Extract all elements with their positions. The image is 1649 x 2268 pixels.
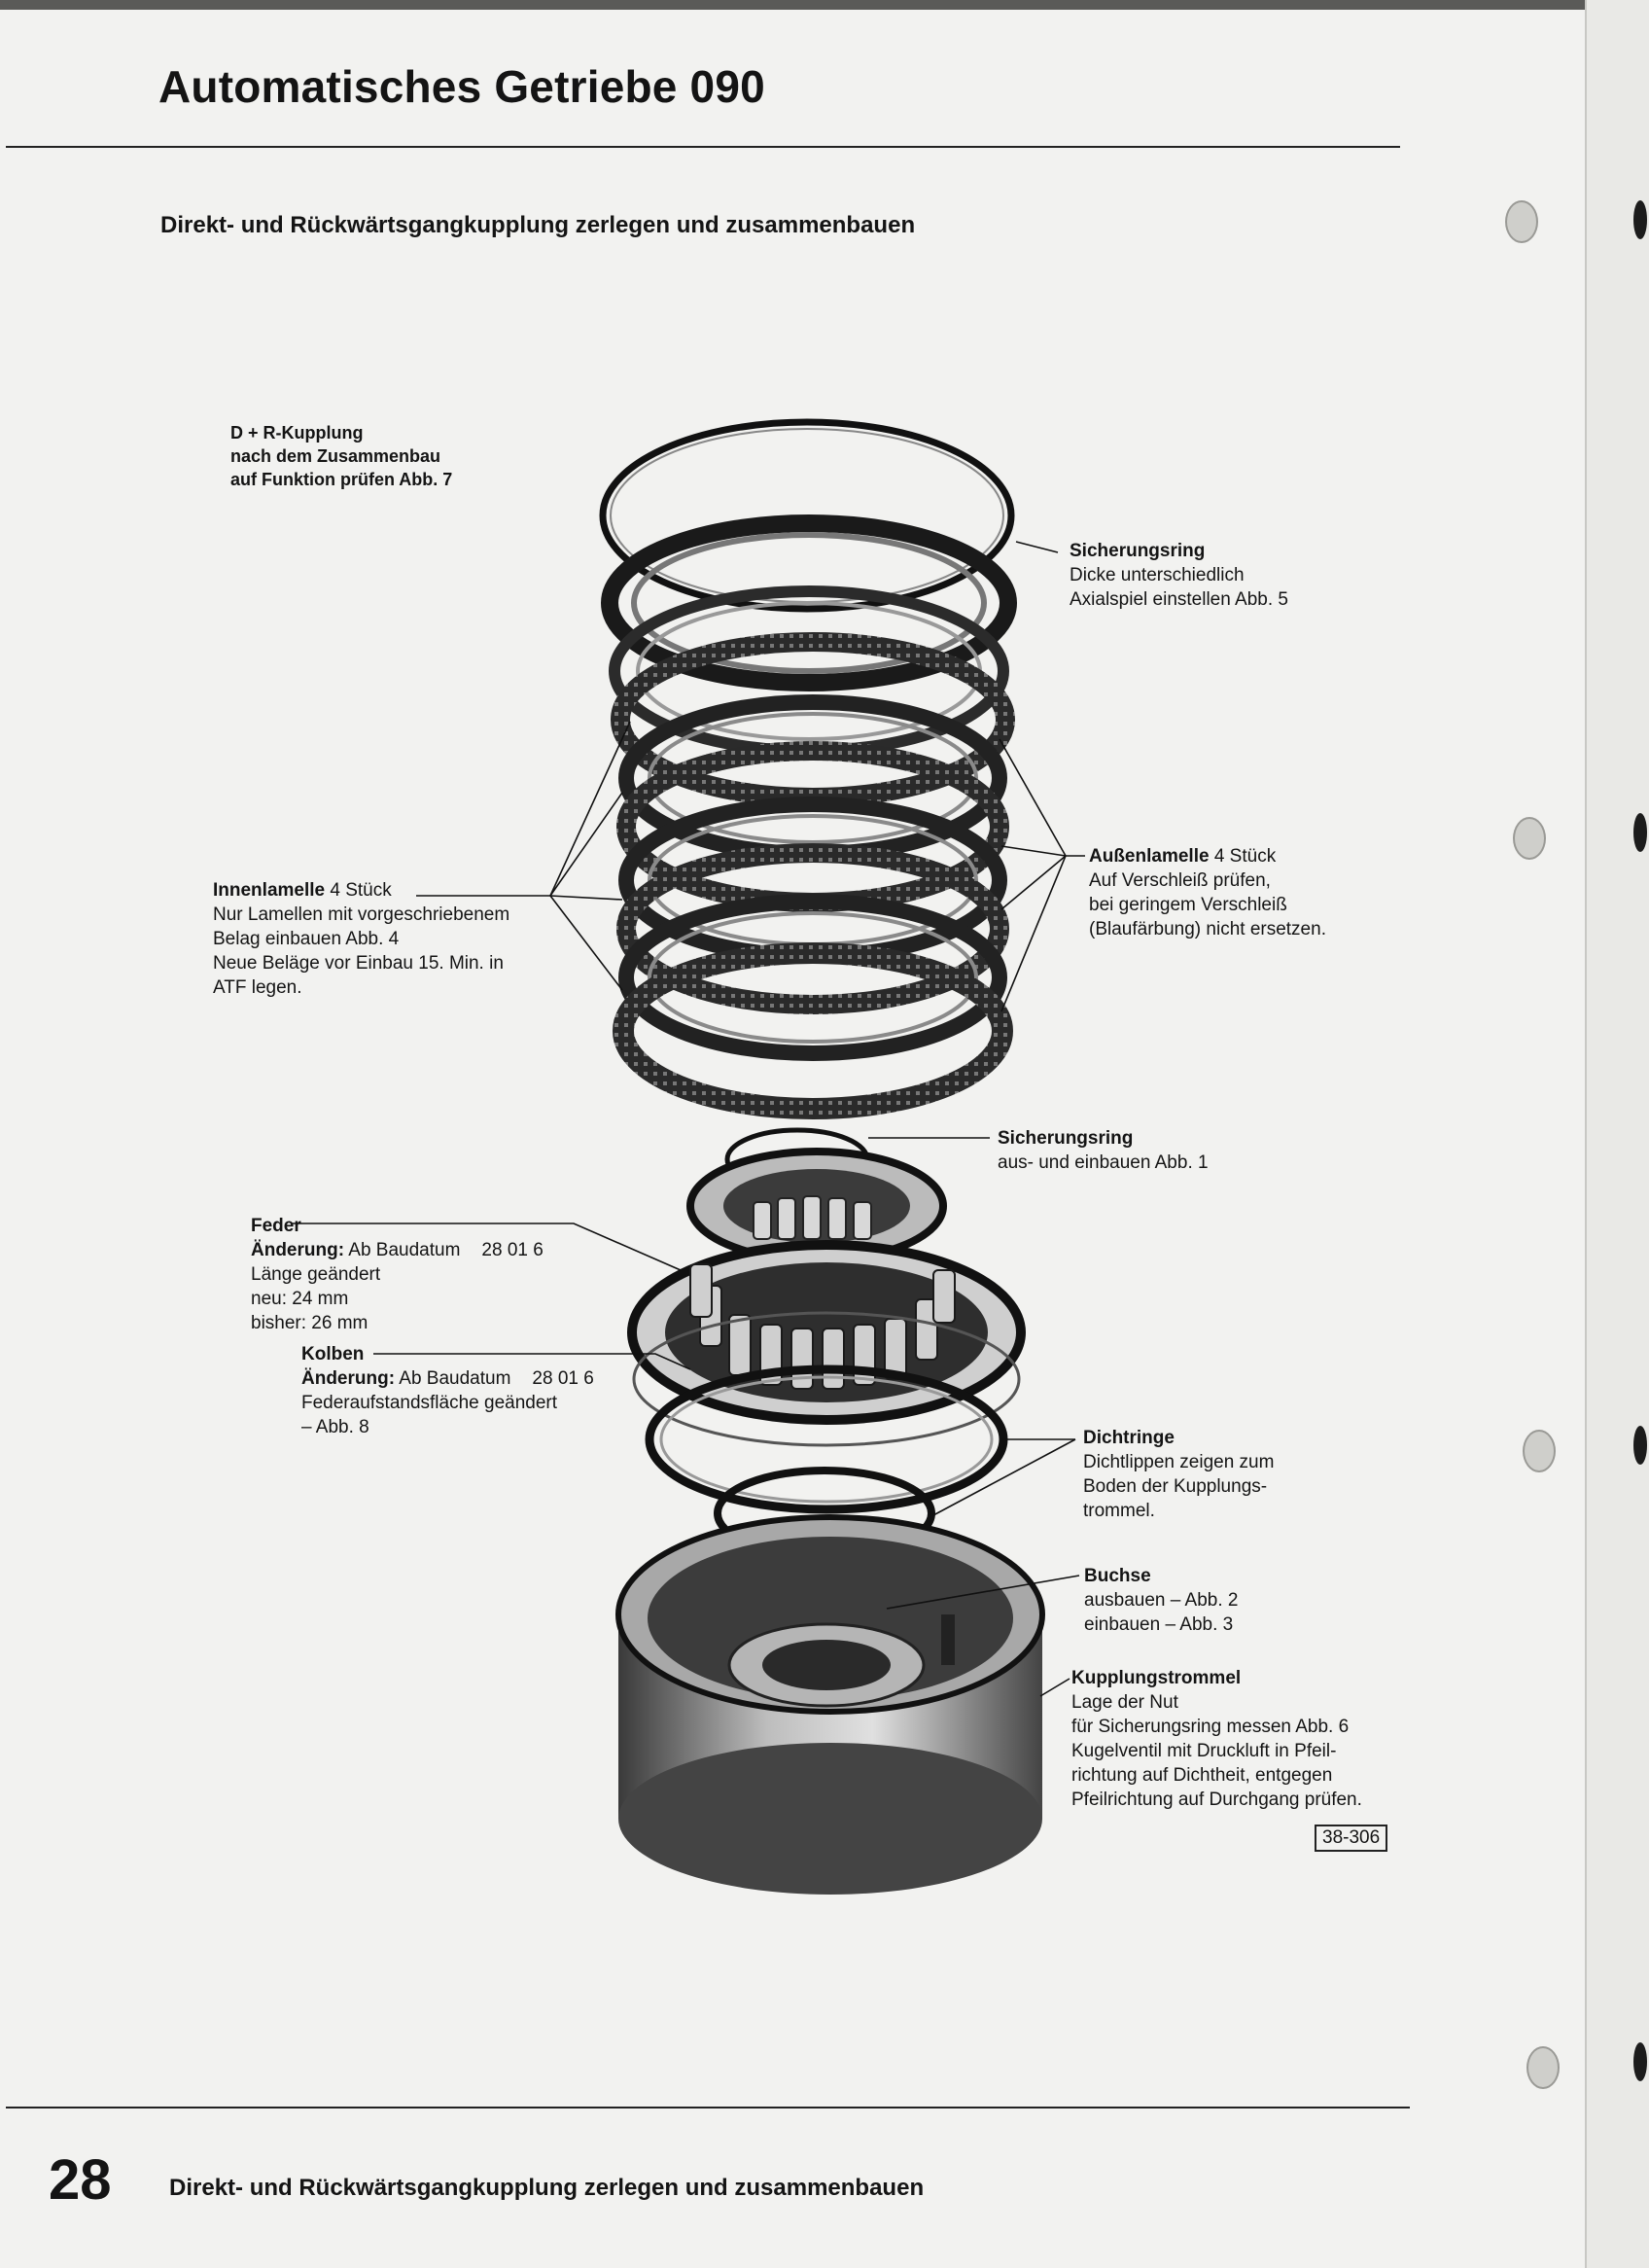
innenlamelle-line-2: Belag einbauen Abb. 4 [213, 929, 400, 949]
dr-kupplung-line-2: nach dem Zusammenbau [230, 446, 441, 466]
page-number: 28 [49, 2148, 112, 2212]
label-kolben [301, 1342, 594, 1439]
kupplungstrommel-line-2: für Sicherungsring messen Abb. 6 [1071, 1717, 1350, 1737]
innenlamelle-line-1: Nur Lamellen mit vorgeschriebenem [213, 904, 510, 925]
kolben-line-2: – Abb. 8 [301, 1417, 369, 1437]
aussenlamelle-title: Außenlamelle [1089, 846, 1210, 867]
kupplungstrommel-title: Kupplungstrommel [1071, 1668, 1242, 1688]
kolben-change-text: Ab Baudatum [395, 1368, 511, 1389]
dr-kupplung-line-1: D + R-Kupplung [230, 423, 364, 443]
feder-line-1: Länge geändert [251, 1264, 381, 1285]
kupplungstrommel-line-1: Lage der Nut [1071, 1692, 1178, 1713]
buchse-title: Buchse [1084, 1566, 1151, 1586]
aussenlamelle-count: 4 Stück [1209, 846, 1277, 867]
label-feder [251, 1214, 544, 1335]
label-buchse [1084, 1564, 1238, 1637]
innenlamelle-count: 4 Stück [325, 880, 392, 901]
sicherungsring-top-line-1: Dicke unterschiedlich [1070, 565, 1245, 585]
feder-line-2: neu: 24 mm [251, 1289, 349, 1309]
feder-title: Feder [251, 1216, 301, 1236]
kolben-line-1: Federaufstandsfläche geändert [301, 1393, 558, 1413]
aussenlamelle-line-2: bei geringem Verschleiß [1089, 895, 1287, 915]
footer-rule [6, 2107, 1410, 2109]
label-aussenlamelle [1089, 844, 1326, 941]
sicherungsring-top-title: Sicherungsring [1070, 541, 1206, 561]
label-innenlamelle [213, 878, 509, 1000]
feder-change-date: 28 01 6 [481, 1240, 544, 1260]
kupplungstrommel-line-5: Pfeilrichtung auf Durchgang prüfen. [1071, 1790, 1362, 1810]
label-dichtringe [1083, 1426, 1274, 1523]
section-subtitle: Direkt- und Rückwärtsgangkupplung zerlegen und zusammenbauen [160, 212, 916, 238]
dr-kupplung-line-3: auf Funktion prüfen Abb. 7 [230, 470, 453, 489]
aussenlamelle-line-3: (Blaufärbung) nicht ersetzen. [1089, 919, 1326, 939]
leader-kupplungstrommel [1040, 1679, 1070, 1696]
figure-tag: 38-306 [1315, 1825, 1387, 1852]
buchse-line-2: einbauen – Abb. 3 [1084, 1614, 1234, 1635]
feder-change-text: Ab Baudatum [344, 1240, 461, 1260]
label-sicherungsring-mid [998, 1126, 1209, 1175]
piston-with-springs [632, 1245, 1021, 1445]
innenlamelle-line-4: ATF legen. [213, 977, 302, 998]
leader-circlip-top [1016, 542, 1058, 552]
feder-change-label: Änderung: [251, 1240, 345, 1260]
kolben-change-date: 28 01 6 [532, 1368, 594, 1389]
label-sicherungsring-top [1070, 539, 1288, 612]
feder-line-3: bisher: 26 mm [251, 1313, 368, 1333]
label-dr-kupplung [230, 421, 452, 491]
buchse-line-1: ausbauen – Abb. 2 [1084, 1590, 1239, 1611]
sicherungsring-top-line-2: Axialspiel einstellen Abb. 5 [1070, 589, 1288, 610]
sicherungsring-mid-title: Sicherungsring [998, 1128, 1134, 1149]
kupplungstrommel-line-4: richtung auf Dichtheit, entgegen [1071, 1765, 1333, 1786]
page-title: Automatisches Getriebe 090 [158, 61, 765, 112]
clutch-drum [618, 1517, 1042, 1895]
dichtringe-line-2: Boden der Kupplungs- [1083, 1476, 1268, 1497]
footer-title: Direkt- und Rückwärtsgangkupplung zerlegen und zusammenbauen [169, 2175, 925, 2201]
aussenlamelle-line-1: Auf Verschleiß prüfen, [1089, 870, 1271, 891]
kolben-title: Kolben [301, 1344, 365, 1364]
label-kupplungstrommel [1071, 1666, 1362, 1812]
kolben-change-label: Änderung: [301, 1368, 396, 1389]
innenlamelle-title: Innenlamelle [213, 880, 326, 901]
dichtringe-line-1: Dichtlippen zeigen zum [1083, 1452, 1275, 1472]
dichtringe-title: Dichtringe [1083, 1428, 1175, 1448]
kupplungstrommel-line-3: Kugelventil mit Druckluft in Pfeil- [1071, 1741, 1337, 1761]
sicherungsring-mid-line-1: aus- und einbauen Abb. 1 [998, 1152, 1209, 1173]
innenlamelle-line-3: Neue Beläge vor Einbau 15. Min. in [213, 953, 504, 974]
dichtringe-line-3: trommel. [1083, 1501, 1155, 1521]
